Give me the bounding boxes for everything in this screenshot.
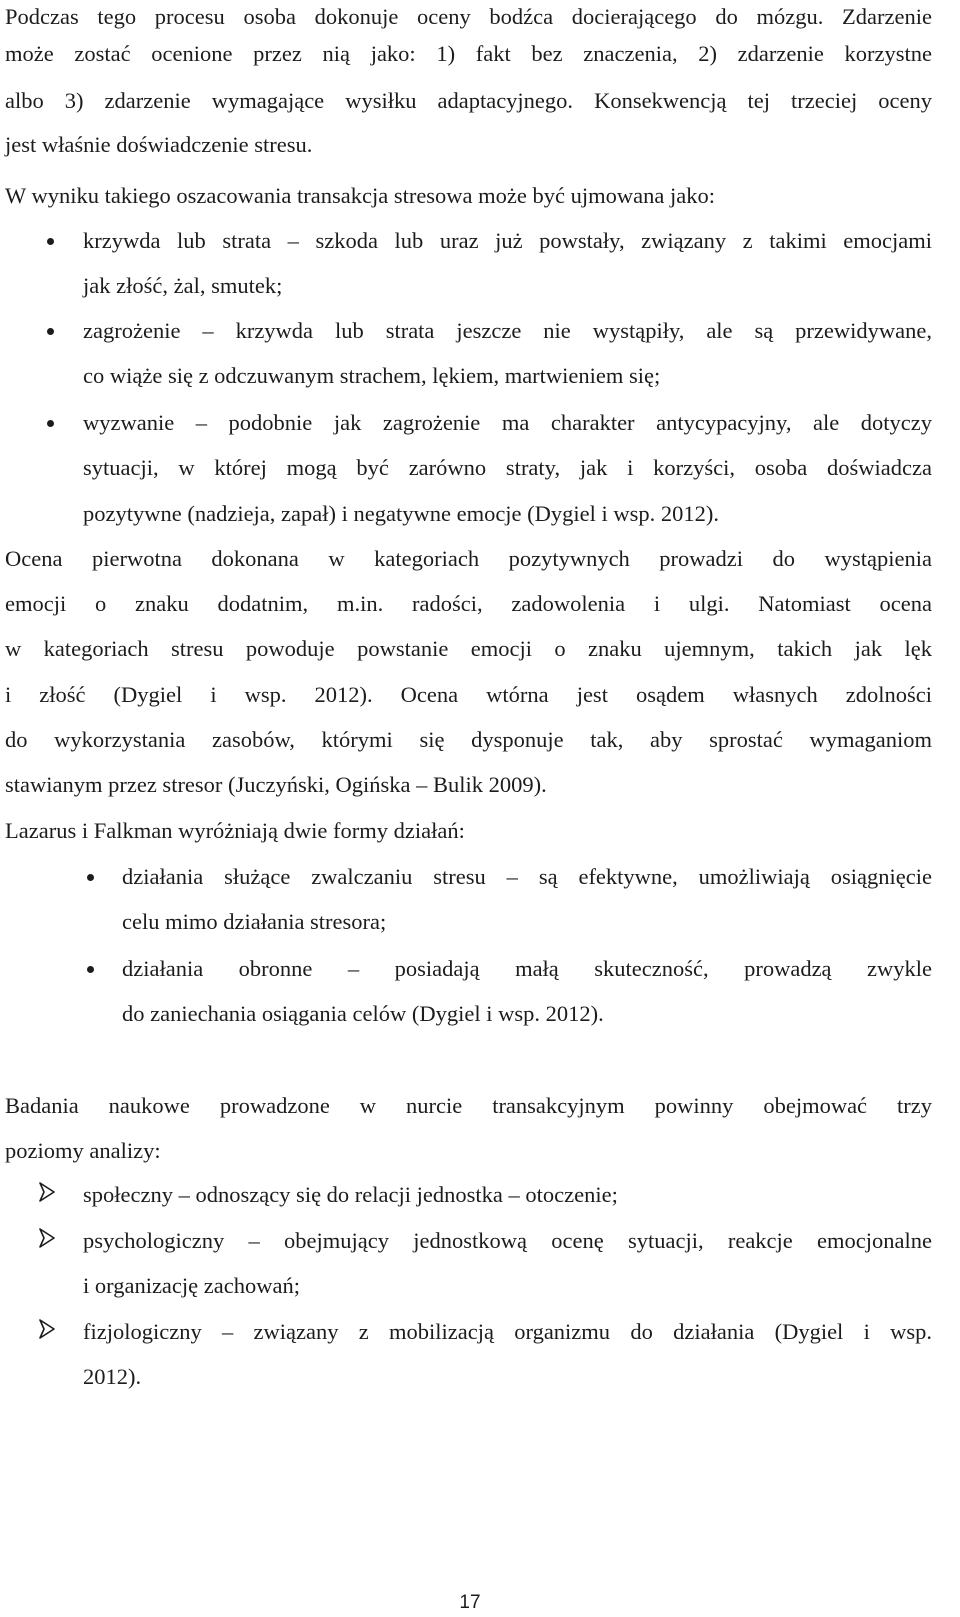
list-item-line: co wiąże się z odczuwanym strachem, lękiem, martwieniem się;	[83, 363, 661, 388]
text-line: stawianym przez stresor (Juczyński, Ogińska – Bulik 2009).	[5, 772, 547, 797]
text-line: może zostać ocenione przez nią jako: 1) fakt bez znaczenia, 2) zdarzenie korzystne	[5, 41, 932, 66]
filled-circle-bullet-icon	[87, 966, 94, 973]
text-line: i złość (Dygiel i wsp. 2012). Ocena wtórna jest osądem własnych zdolności	[5, 682, 932, 707]
filled-circle-bullet-icon	[47, 420, 54, 427]
list-item-line: społeczny – odnoszący się do relacji jednostka – otoczenie;	[83, 1182, 618, 1207]
list-item-line: zagrożenie – krzywda lub strata jeszcze nie wystąpiły, ale są przewidywane,	[83, 318, 932, 343]
list-item-line: sytuacji, w której mogą być zarówno straty, jak i korzyści, osoba doświadcza	[83, 455, 932, 480]
paragraph-lazarus-intro: Lazarus i Falkman wyróżniają dwie formy działań:	[5, 818, 465, 843]
filled-circle-bullet-icon	[87, 874, 94, 881]
paragraph-transaction-intro: W wyniku takiego oszacowania transakcja stresowa może być ujmowana jako:	[5, 183, 715, 208]
list-item-line: działania służące zwalczaniu stresu – są efektywne, umożliwiają osiągnięcie	[122, 864, 932, 889]
list-item-line: fizjologiczny – związany z mobilizacją organizmu do działania (Dygiel i wsp.	[83, 1319, 932, 1344]
list-item-line: pozytywne (nadzieja, zapał) i negatywne emocje (Dygiel i wsp. 2012).	[83, 501, 720, 526]
list-item-line: do zaniechania osiągania celów (Dygiel i wsp. 2012).	[122, 1001, 604, 1026]
list-item-line: psychologiczny – obejmujący jednostkową ocenę sytuacji, reakcje emocjonalne	[83, 1228, 932, 1253]
text-line: Podczas tego procesu osoba dokonuje oceny bodźca docierającego do mózgu. Zdarzenie	[5, 4, 932, 29]
text-line: jest właśnie doświadczenie stresu.	[5, 132, 313, 157]
arrowhead-bullet-icon	[39, 1182, 55, 1202]
text-line: poziomy analizy:	[5, 1138, 161, 1163]
text-line: Badania naukowe prowadzone w nurcie transakcyjnym powinny obejmować trzy	[5, 1093, 932, 1118]
list-item-line: 2012).	[83, 1364, 142, 1389]
filled-circle-bullet-icon	[47, 328, 54, 335]
text-line: Ocena pierwotna dokonana w kategoriach pozytywnych prowadzi do wystąpienia	[5, 546, 932, 571]
list-item-line: celu mimo działania stresora;	[122, 909, 387, 934]
text-line: do wykorzystania zasobów, którymi się dysponuje tak, aby sprostać wymaganiom	[5, 727, 932, 752]
list-item-line: działania obronne – posiadają małą skuteczność, prowadzą zwykle	[122, 956, 932, 981]
filled-circle-bullet-icon	[47, 238, 54, 245]
list-item-line: jak złość, żal, smutek;	[83, 273, 283, 298]
list-item-line: krzywda lub strata – szkoda lub uraz już powstały, związany z takimi emocjami	[83, 228, 932, 253]
text-line: emocji o znaku dodatnim, m.in. radości, zadowolenia i ulgi. Natomiast ocena	[5, 591, 932, 616]
page-number: 17	[459, 1592, 481, 1613]
list-item-line: i organizację zachowań;	[83, 1273, 300, 1298]
text-line: w kategoriach stresu powoduje powstanie emocji o znaku ujemnym, takich jak lęk	[5, 636, 932, 661]
list-item-line: wyzwanie – podobnie jak zagrożenie ma charakter antycypacyjny, ale dotyczy	[83, 410, 932, 435]
text-line: albo 3) zdarzenie wymagające wysiłku adaptacyjnego. Konsekwencją tej trzeciej oceny	[5, 88, 932, 113]
arrowhead-bullet-icon	[39, 1228, 55, 1248]
arrowhead-bullet-icon	[39, 1319, 55, 1339]
